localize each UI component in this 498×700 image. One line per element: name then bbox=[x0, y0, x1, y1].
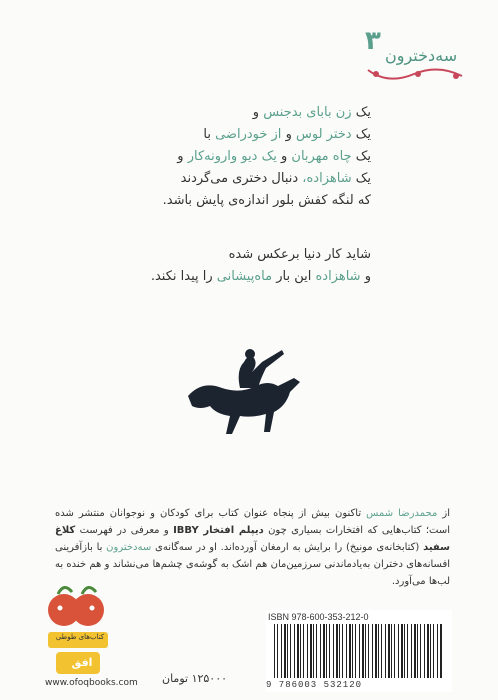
horse-rider-silhouette bbox=[182, 340, 312, 440]
barcode-bar bbox=[433, 624, 434, 678]
poem-stanza-1 bbox=[81, 102, 371, 212]
barcode-bar bbox=[394, 624, 395, 678]
barcode-bar bbox=[355, 624, 356, 678]
poem-line: شاید کار دنیا برعکس شده bbox=[228, 247, 371, 262]
barcode-bar bbox=[339, 624, 340, 678]
barcode-bar bbox=[417, 624, 418, 678]
series-number: ۳ bbox=[365, 26, 381, 56]
poem-line: یک دختر لوس و از خودراضی با bbox=[203, 127, 371, 142]
barcode-bar bbox=[398, 624, 399, 678]
barcode-bar bbox=[424, 624, 425, 678]
author-name: محمدرضا شمس bbox=[366, 508, 438, 519]
barcode-bar bbox=[307, 624, 308, 678]
barcode-bar bbox=[362, 624, 364, 678]
barcode-bar bbox=[385, 624, 386, 678]
publisher-website[interactable]: www.ofoqbooks.com bbox=[45, 678, 138, 688]
barcode-bar bbox=[281, 624, 282, 678]
poem-line: یک شاهزاده، دنبال دختری می‌گردند bbox=[180, 171, 371, 186]
barcode-bar bbox=[420, 624, 421, 678]
barcode-bar bbox=[294, 624, 295, 678]
poem-line: و شاهزاده این بار ماه‌پیشانی را پیدا نکند. bbox=[150, 269, 371, 284]
barcode-bar bbox=[313, 624, 314, 678]
isbn-label: ISBN 978-600-353-212-0 bbox=[268, 612, 369, 622]
barcode-bar bbox=[329, 624, 330, 678]
barcode-bar bbox=[411, 624, 412, 678]
barcode-bar bbox=[427, 624, 429, 678]
barcode-bar bbox=[404, 624, 405, 678]
barcode-bar bbox=[359, 624, 360, 678]
barcode-bar bbox=[320, 624, 321, 678]
barcode-bar bbox=[310, 624, 312, 678]
price-label: ۱۲۵۰۰۰ تومان bbox=[162, 672, 228, 685]
barcode-bar bbox=[365, 624, 366, 678]
poem-line: که لنگه کفش بلور اندازه‌ی پایش باشد. bbox=[162, 193, 371, 208]
barcode-bar bbox=[290, 624, 291, 678]
barcode-bar bbox=[401, 624, 403, 678]
barcode-bar bbox=[378, 624, 379, 678]
barcode-bars bbox=[274, 624, 444, 678]
barcode-bar bbox=[440, 624, 442, 678]
barcode-bar bbox=[391, 624, 392, 678]
poem-line: یک چاه مهربان و یک دیو وارونه‌کار و bbox=[177, 149, 371, 164]
publisher-logo-text: کتاب‌های طوطی bbox=[55, 633, 105, 641]
barcode-bar bbox=[375, 624, 377, 678]
poem-line: یک زن بابای بدجنس و bbox=[252, 105, 371, 120]
barcode-bar bbox=[430, 624, 431, 678]
series-title: سه‌دختر‌ون bbox=[385, 46, 458, 65]
barcode-bar bbox=[352, 624, 353, 678]
barcode-bar bbox=[346, 624, 347, 678]
barcode-bar bbox=[316, 624, 317, 678]
poem-stanza-2 bbox=[81, 244, 371, 288]
barcode-bar bbox=[437, 624, 438, 678]
barcode-bar bbox=[342, 624, 343, 678]
publisher-brand: افق bbox=[71, 656, 93, 669]
barcode-bar bbox=[297, 624, 299, 678]
author-description: از محمدرضا شمس تاکنون بیش از پنجاه عنوان کتاب برای کودکان و نوجوانان منتشر شده است؛ کتاب‌هایی که افتخارات بسیاری چون دیپلم افتخار IBBY و معرفی در فهرست کلاغ سفید (کتابخانه‌ی مونیخ) را برایش به ارمغان آورده‌اند. او در سه‌گانه‌ی سه‌دختر‌ون با بازآفرینی افسانه‌های دختران به‌یادماندنی سرزمین‌مان هم اشک به گوشه‌ی چشم‌ها می‌نشاند و هم خنده به لب‌ها می‌آورد. bbox=[55, 508, 451, 587]
barcode-bar bbox=[326, 624, 327, 678]
barcode-bar bbox=[284, 624, 286, 678]
barcode-bar bbox=[303, 624, 304, 678]
barcode-bar bbox=[368, 624, 369, 678]
barcode-bar bbox=[323, 624, 325, 678]
barcode-bar bbox=[372, 624, 373, 678]
barcode-bar bbox=[349, 624, 351, 678]
barcode-bar bbox=[336, 624, 338, 678]
barcode-bar bbox=[287, 624, 288, 678]
barcode-bar bbox=[414, 624, 416, 678]
barcode-bar bbox=[381, 624, 382, 678]
barcode-digits: 9 786003 532120 bbox=[266, 680, 363, 690]
barcode-bar bbox=[333, 624, 334, 678]
barcode-bar bbox=[274, 624, 275, 678]
barcode-bar bbox=[407, 624, 408, 678]
barcode-bar bbox=[277, 624, 278, 678]
barcode-bar bbox=[300, 624, 301, 678]
barcode-bar bbox=[388, 624, 390, 678]
